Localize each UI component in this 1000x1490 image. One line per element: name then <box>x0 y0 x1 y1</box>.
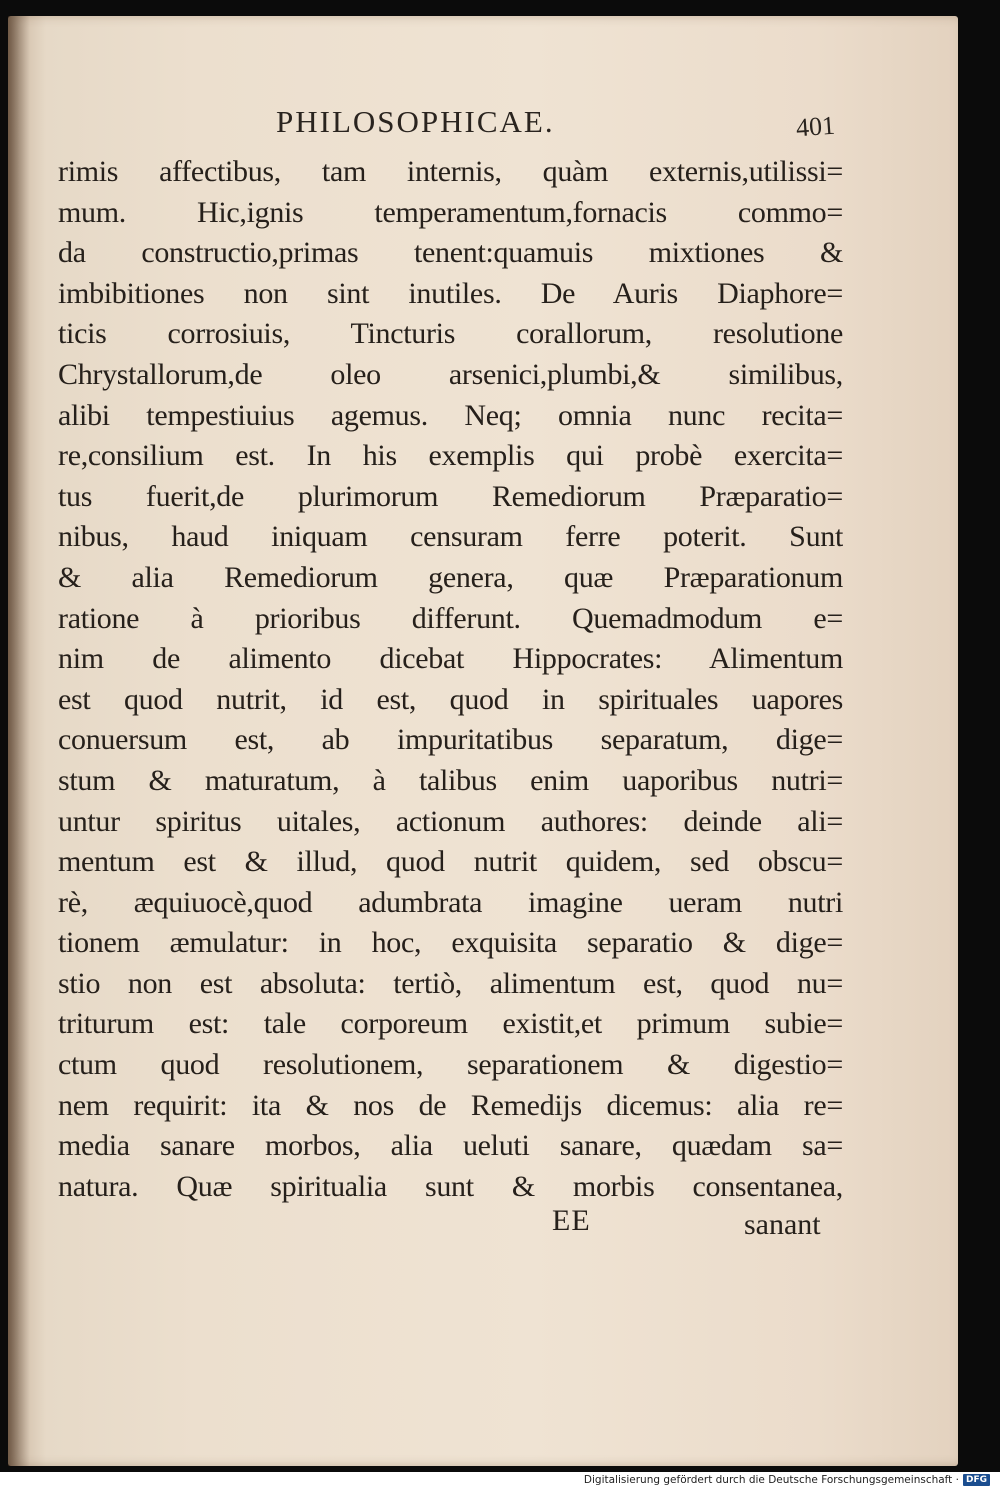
text-line: tionem æmulatur: in hoc, exquisita separatio & dige= <box>58 926 843 960</box>
text-line: nibus, haud iniquam censuram ferre poterit. Sunt <box>58 520 843 554</box>
text-line: untur spiritus uitales, actionum authores: deinde ali= <box>58 804 843 838</box>
running-head: PHILOSOPHICAE. <box>276 104 555 139</box>
text-line: ctum quod resolutionem, separationem & digestio= <box>58 1048 843 1082</box>
text-line: tus fuerit,de plurimorum Remediorum Præparatio= <box>58 479 843 513</box>
text-line: triturum est: tale corporeum existit,et primum subie= <box>58 1007 843 1041</box>
text-line: stum & maturatum, à talibus enim uaporibus nutri= <box>58 763 843 797</box>
dfg-logo: DFG <box>963 1474 990 1486</box>
text-line: media sanare morbos, alia ueluti sanare, quædam sa= <box>58 1129 843 1163</box>
text-line: mum. Hic,ignis temperamentum,fornacis commo= <box>58 195 843 229</box>
text-line: ticis corrosiuis, Tincturis corallorum, resolutione <box>58 317 843 351</box>
text-line: nem requirit: ita & nos de Remedijs dicemus: alia re= <box>58 1088 843 1122</box>
credit-text: Digitalisierung gefördert durch die Deutsche Forschungsgemeinschaft · <box>583 1474 959 1486</box>
body-text <box>58 152 843 1207</box>
text-line: rimis affectibus, tam internis, quàm externis,utilissi= <box>58 155 843 188</box>
signature-mark: EE <box>552 1204 591 1237</box>
text-line: est quod nutrit, id est, quod in spirituales uapores <box>58 682 843 716</box>
digitization-credit <box>584 1474 990 1486</box>
text-line: ratione à prioribus differunt. Quemadmodum e= <box>58 601 843 635</box>
text-line: da constructio,primas tenent:quamuis mixtiones & <box>58 236 843 270</box>
text-line: imbibitiones non sint inutiles. De Auris Diaphore= <box>58 276 843 310</box>
text-line: alibi tempestiuius agemus. Neq; omnia nunc recita= <box>58 398 843 432</box>
text-line: conuersum est, ab impuritatibus separatum, dige= <box>58 723 843 757</box>
catchword: sanant <box>744 1208 821 1241</box>
text-line: rè, æquiuocè,quod adumbrata imagine ueram nutri <box>58 885 843 919</box>
text-line: natura. Quæ spiritualia sunt & morbis consentanea, <box>58 1169 843 1203</box>
text-line: mentum est & illud, quod nutrit quidem, sed obscu= <box>58 845 843 879</box>
text-line: & alia Remediorum genera, quæ Præparationum <box>58 560 843 594</box>
page-number: 401 <box>795 110 836 143</box>
gutter-shadow <box>8 16 30 1466</box>
text-line: Chrystallorum,de oleo arsenici,plumbi,& similibus, <box>58 357 843 391</box>
text-line: stio non est absoluta: tertiò, alimentum est, quod nu= <box>58 966 843 1000</box>
text-line: re,consilium est. In his exemplis qui probè exercita= <box>58 439 843 473</box>
text-line: nim de alimento dicebat Hippocrates: Alimentum <box>58 642 843 676</box>
